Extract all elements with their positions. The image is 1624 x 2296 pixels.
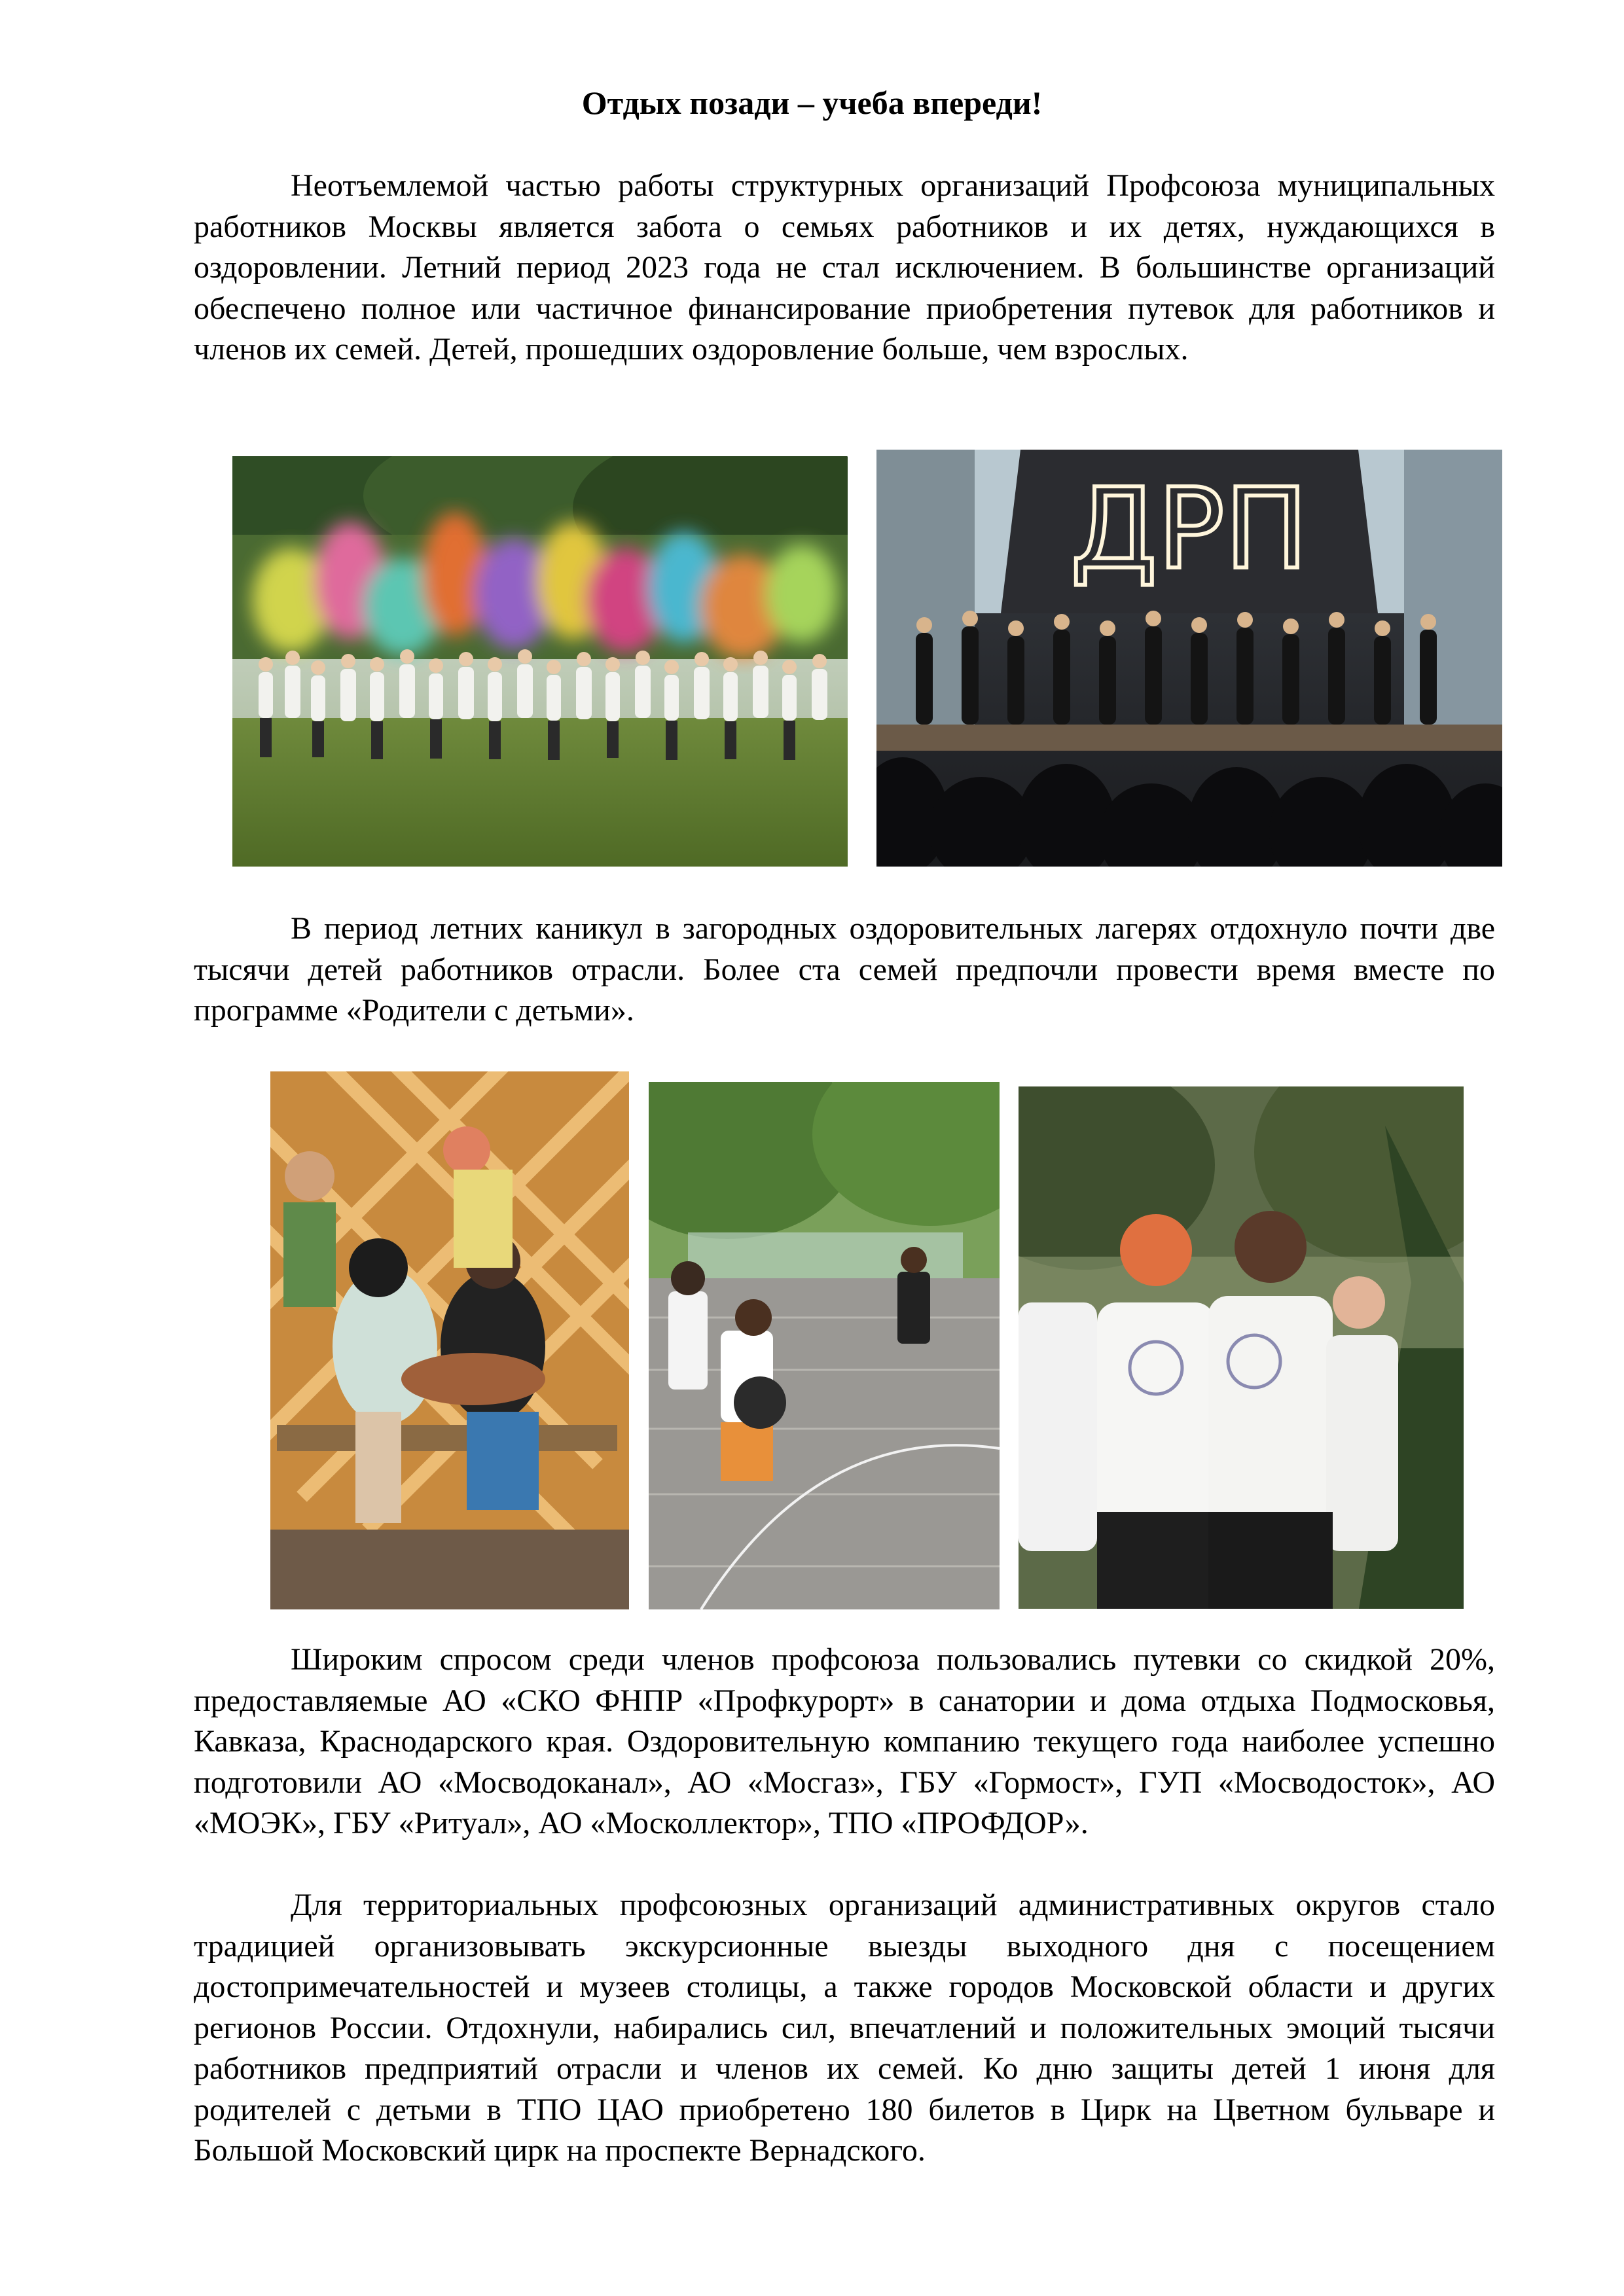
paragraph-camps: В период летних каникул в загородных оздоровительных лагерях отдохнуло почти две тысячи детей работников отрасли. Более ста семей предпочли провести время вместе по программе «Родители с детьми». [194,911,1495,1028]
page-title: Отдых позади – учеба впереди! [581,84,1043,121]
teens-group-photo [1019,1086,1464,1609]
paragraph-vouchers: Широким спросом среди членов профсоюза пользовались путевки со скидкой 20%, предоставляемые АО «СКО ФНПР «Профкурорт» в санатории и дома отдыха Подмосковья, Кавказа, Краснодарского края. Оздоровительную компанию текущего года наиболее успешно подготовили АО «Мосводоканал», АО «Мосгаз», ГБУ «Гормост», ГУП «Мосводосток», АО «МОЭК», ГБУ «Ритуал», АО «Москоллектор», ТПО «ПРОФДОР». [194,1642,1495,1840]
basketball-photo [649,1082,1000,1609]
color-festival-photo [232,456,848,867]
guitar-teens-photo [270,1071,629,1609]
paragraph-excursions: Для территориальных профсоюзных организаций административных округов стало традицией организовывать экскурсионные выезды выходного дня с посещением достопримечательностей и музеев столицы, а также городов Московской области и других регионов России. Отдохнули, набирались сил, впечатлений и положительных эмоций тысячи работников предприятий отрасли и членов их семей. Ко дню защиты детей 1 июня для родителей с детьми в ТПО ЦАО приобретено 180 билетов в Цирк на Цветном бульваре и Большой Московский цирк на проспекте Вернадского. [194,1888,1495,2168]
stage-sign-text: ДРП [1070,465,1308,594]
stage-performance-photo [876,450,1502,867]
paragraph-intro: Неотъемлемой частью работы структурных организаций Профсоюза муниципальных работников Москвы является забота о семьях работников и их детях, нуждающихся в оздоровлении. Летний период 2023 года не стал исключением. В большинстве организаций обеспечено полное или частичное финансирование приобретения путевок для работников и членов их семей. Детей, прошедших оздоровление больше, чем взрослых. [194,168,1495,367]
